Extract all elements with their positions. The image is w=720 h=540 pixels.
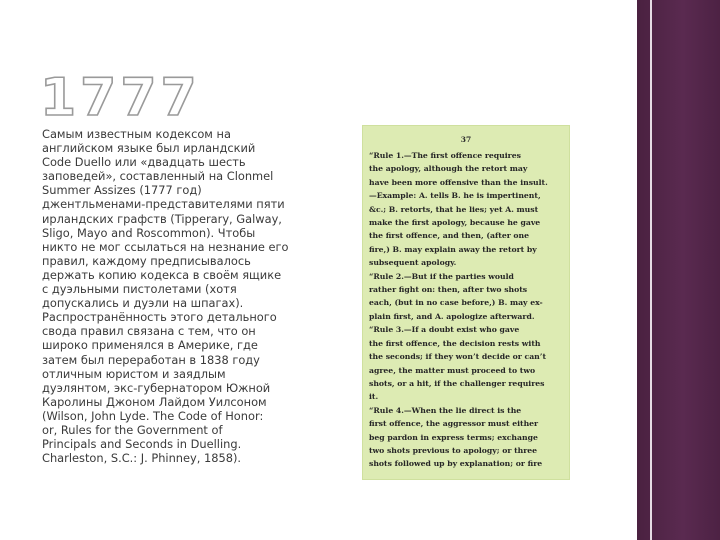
body-text-line: Charleston, S.C.: J. Phinney, 1858).	[42, 451, 242, 466]
page-text-line: shots, or a hit, if the challenger requires	[369, 378, 545, 388]
page-text-line: the first offence, and then, (after one	[369, 231, 530, 241]
page-text-line: beg pardon in express terms; exchange	[369, 432, 538, 442]
page-text-line: make the first apology, because he gave	[369, 218, 541, 228]
page-text-line: “Rule 3.—If a doubt exist who gave	[369, 325, 520, 335]
body-text-line: широко применялся в Америке, где	[42, 338, 258, 353]
body-text	[42, 127, 312, 465]
page-text-line: shots followed up by explanation; or fire	[369, 459, 543, 469]
body-text-line: свода правил связана с тем, что он	[42, 324, 256, 339]
page-text-line: subsequent apology.	[369, 258, 457, 268]
body-text-line: Распространённость этого детального	[42, 310, 277, 325]
body-text-line: дуэлянтом, экс-губернатором Южной	[42, 380, 271, 395]
slide-title: 1777	[40, 68, 201, 128]
book-page-scan	[362, 125, 570, 480]
body-text-line: Principals and Seconds in Duelling.	[42, 437, 242, 452]
side-decoration-line	[650, 0, 652, 540]
body-text-line: Каролины Джоном Лайдом Уилсоном	[42, 394, 267, 409]
page-text-line: the first offence, the decision rests with	[369, 338, 541, 348]
body-text-line: (Wilson, John Lyde. The Code of Honor:	[42, 408, 264, 423]
page-text	[369, 149, 567, 471]
page-text-line: each, (but in no case before,) B. may ex-	[369, 298, 543, 308]
body-text-line: Самым известным кодексом на	[42, 127, 231, 141]
page-text-line: have been more offensive than the insult.	[369, 177, 548, 187]
page-text-line: &c.; B. retorts, that he lies; yet A. must	[369, 204, 539, 214]
page-number: 37	[460, 135, 472, 144]
body-text-line: ирландских графств (Tipperary, Galway,	[42, 211, 282, 226]
page-text-line: the seconds; if they won’t decide or can’t	[369, 352, 547, 362]
body-text-line: правил, каждому предписывалось	[42, 253, 251, 268]
body-text-line: отличным юристом и заядлым	[42, 366, 226, 381]
body-text-line: английском языке был ирландский	[42, 141, 256, 156]
body-text-line: затем был переработан в 1838 году	[42, 352, 260, 367]
page-text-line: two shots previous to apology; or three	[369, 445, 538, 455]
page-text-line: fire,) B. may explain away the retort by	[369, 244, 537, 254]
page-text-line: agree, the matter must proceed to two	[369, 365, 536, 375]
body-text-line: Summer Assizes (1777 год)	[42, 183, 202, 198]
body-text-line: допускались и дуэли на шпагах).	[42, 296, 244, 311]
body-text-line: с дуэльными пистолетами (хотя	[42, 282, 237, 297]
page-text-line: “Rule 2.—But if the parties would	[369, 271, 514, 281]
body-text-line: держать копию кодекса в своём ящике	[42, 267, 282, 282]
body-text-line: or, Rules for the Government of	[42, 422, 223, 437]
page-text-line: “Rule 1.—The first offence requires	[369, 151, 521, 160]
body-text-line: Sligo, Mayo and Roscommon). Чтобы	[42, 225, 256, 240]
body-text-line: никто не мог ссылаться на незнание его	[42, 239, 289, 254]
page-text-line: it.	[369, 392, 379, 402]
page-text-line: the apology, although the retort may	[369, 164, 528, 174]
page-text-line: —Example: A. tells B. he is impertinent,	[369, 191, 541, 201]
body-text-line: Code Duello или «двадцать шесть	[42, 155, 246, 170]
body-text-line: заповедей», составленный на Clonmel	[42, 169, 274, 184]
page-text-line: first offence, the aggressor must either	[369, 419, 539, 429]
page-text-line: rather fight on: then, after two shots	[369, 285, 528, 295]
page-text-line: plain first, and A. apologize afterward.	[369, 311, 535, 321]
body-text-line: джентльменами-представителями пяти	[42, 197, 285, 212]
page-text-line: “Rule 4.—When the lie direct is the	[369, 405, 522, 415]
